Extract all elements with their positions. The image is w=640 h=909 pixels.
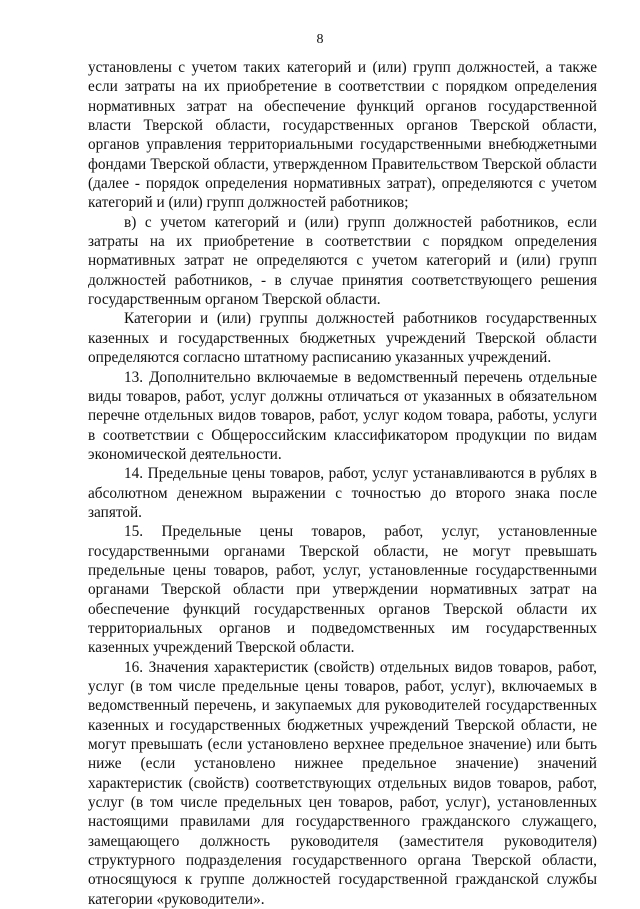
paragraph-16: 16. Значения характеристик (свойств) отдельных видов товаров, работ, услуг (в том числе предельные цены товаров, работ, услуг), включаемых в ведомственный перечень, и закупаемых для руководителей государственных казенных и государственных бюджетных учреждений Тверской области, не могут превышать (если установлено верхнее предельное значение) или быть ниже (если установлено нижнее предельное значение) значений характеристик (свойств) соответствующих отдельных видов товаров, работ, услуг (в том числе предельных цен товаров, работ, услуг), установленных настоящими правилами для государственного гражданского служащего, замещающего должность руководителя (заместителя руководителя) структурного подразделения государственного органа Тверской области, относящуюся к группе должностей государственной гражданской службы категории «руководители».: [88, 658, 597, 908]
paragraph-categories: Категории и (или) группы должностей работников государственных казенных и государственных бюджетных учреждений Тверской области определяются согласно штатному расписанию указанных учреждений.: [88, 310, 597, 367]
document-body: [88, 58, 597, 909]
paragraph-item-v: в) с учетом категорий и (или) групп должностей работников, если затраты на их приобретение в соответствии с порядком определения нормативных затрат не определяются с учетом категорий и (или) групп должностей работников, - в случае принятия соответствующего решения государственным органом Тверской области.: [88, 213, 597, 309]
paragraph-15: 15. Предельные цены товаров, работ, услуг, установленные государственными органами Тверской области, не могут превышать предельные цены товаров, работ, услуг, установленные государственными органами Тверской области при утверждении нормативных затрат на обеспечение функций государственных органов Тверской области их территориальных органов и подведомственных им государственных казенных учреждений Тверской области.: [88, 523, 597, 657]
paragraph-13: 13. Дополнительно включаемые в ведомственный перечень отдельные виды товаров, работ, услуг должны отличаться от указанных в обязательном перечне отдельных видов товаров, работ, услуг кодом товара, работы, услуги в соответствии с Общероссийским классификатором продукции по видам экономической деятельности.: [88, 368, 597, 463]
paragraph-14: 14. Предельные цены товаров, работ, услуг устанавливаются в рублях в абсолютном денежном выражении с точностью до второго знака после запятой.: [88, 465, 597, 521]
page-number: 8: [316, 32, 324, 47]
paragraph-continuation: установлены с учетом таких категорий и (или) групп должностей, а также если затраты на их приобретение в соответствии с порядком определения нормативных затрат на обеспечение функций органов государственной власти Тверской области, государственных органов Тверской области, органов управления территориальными государственными внебюджетными фондами Тверской области, утвержденном Правительством Тверской области (далее - порядок определения нормативных затрат), определяются с учетом категорий и (или) групп должностей работников;: [88, 59, 597, 212]
